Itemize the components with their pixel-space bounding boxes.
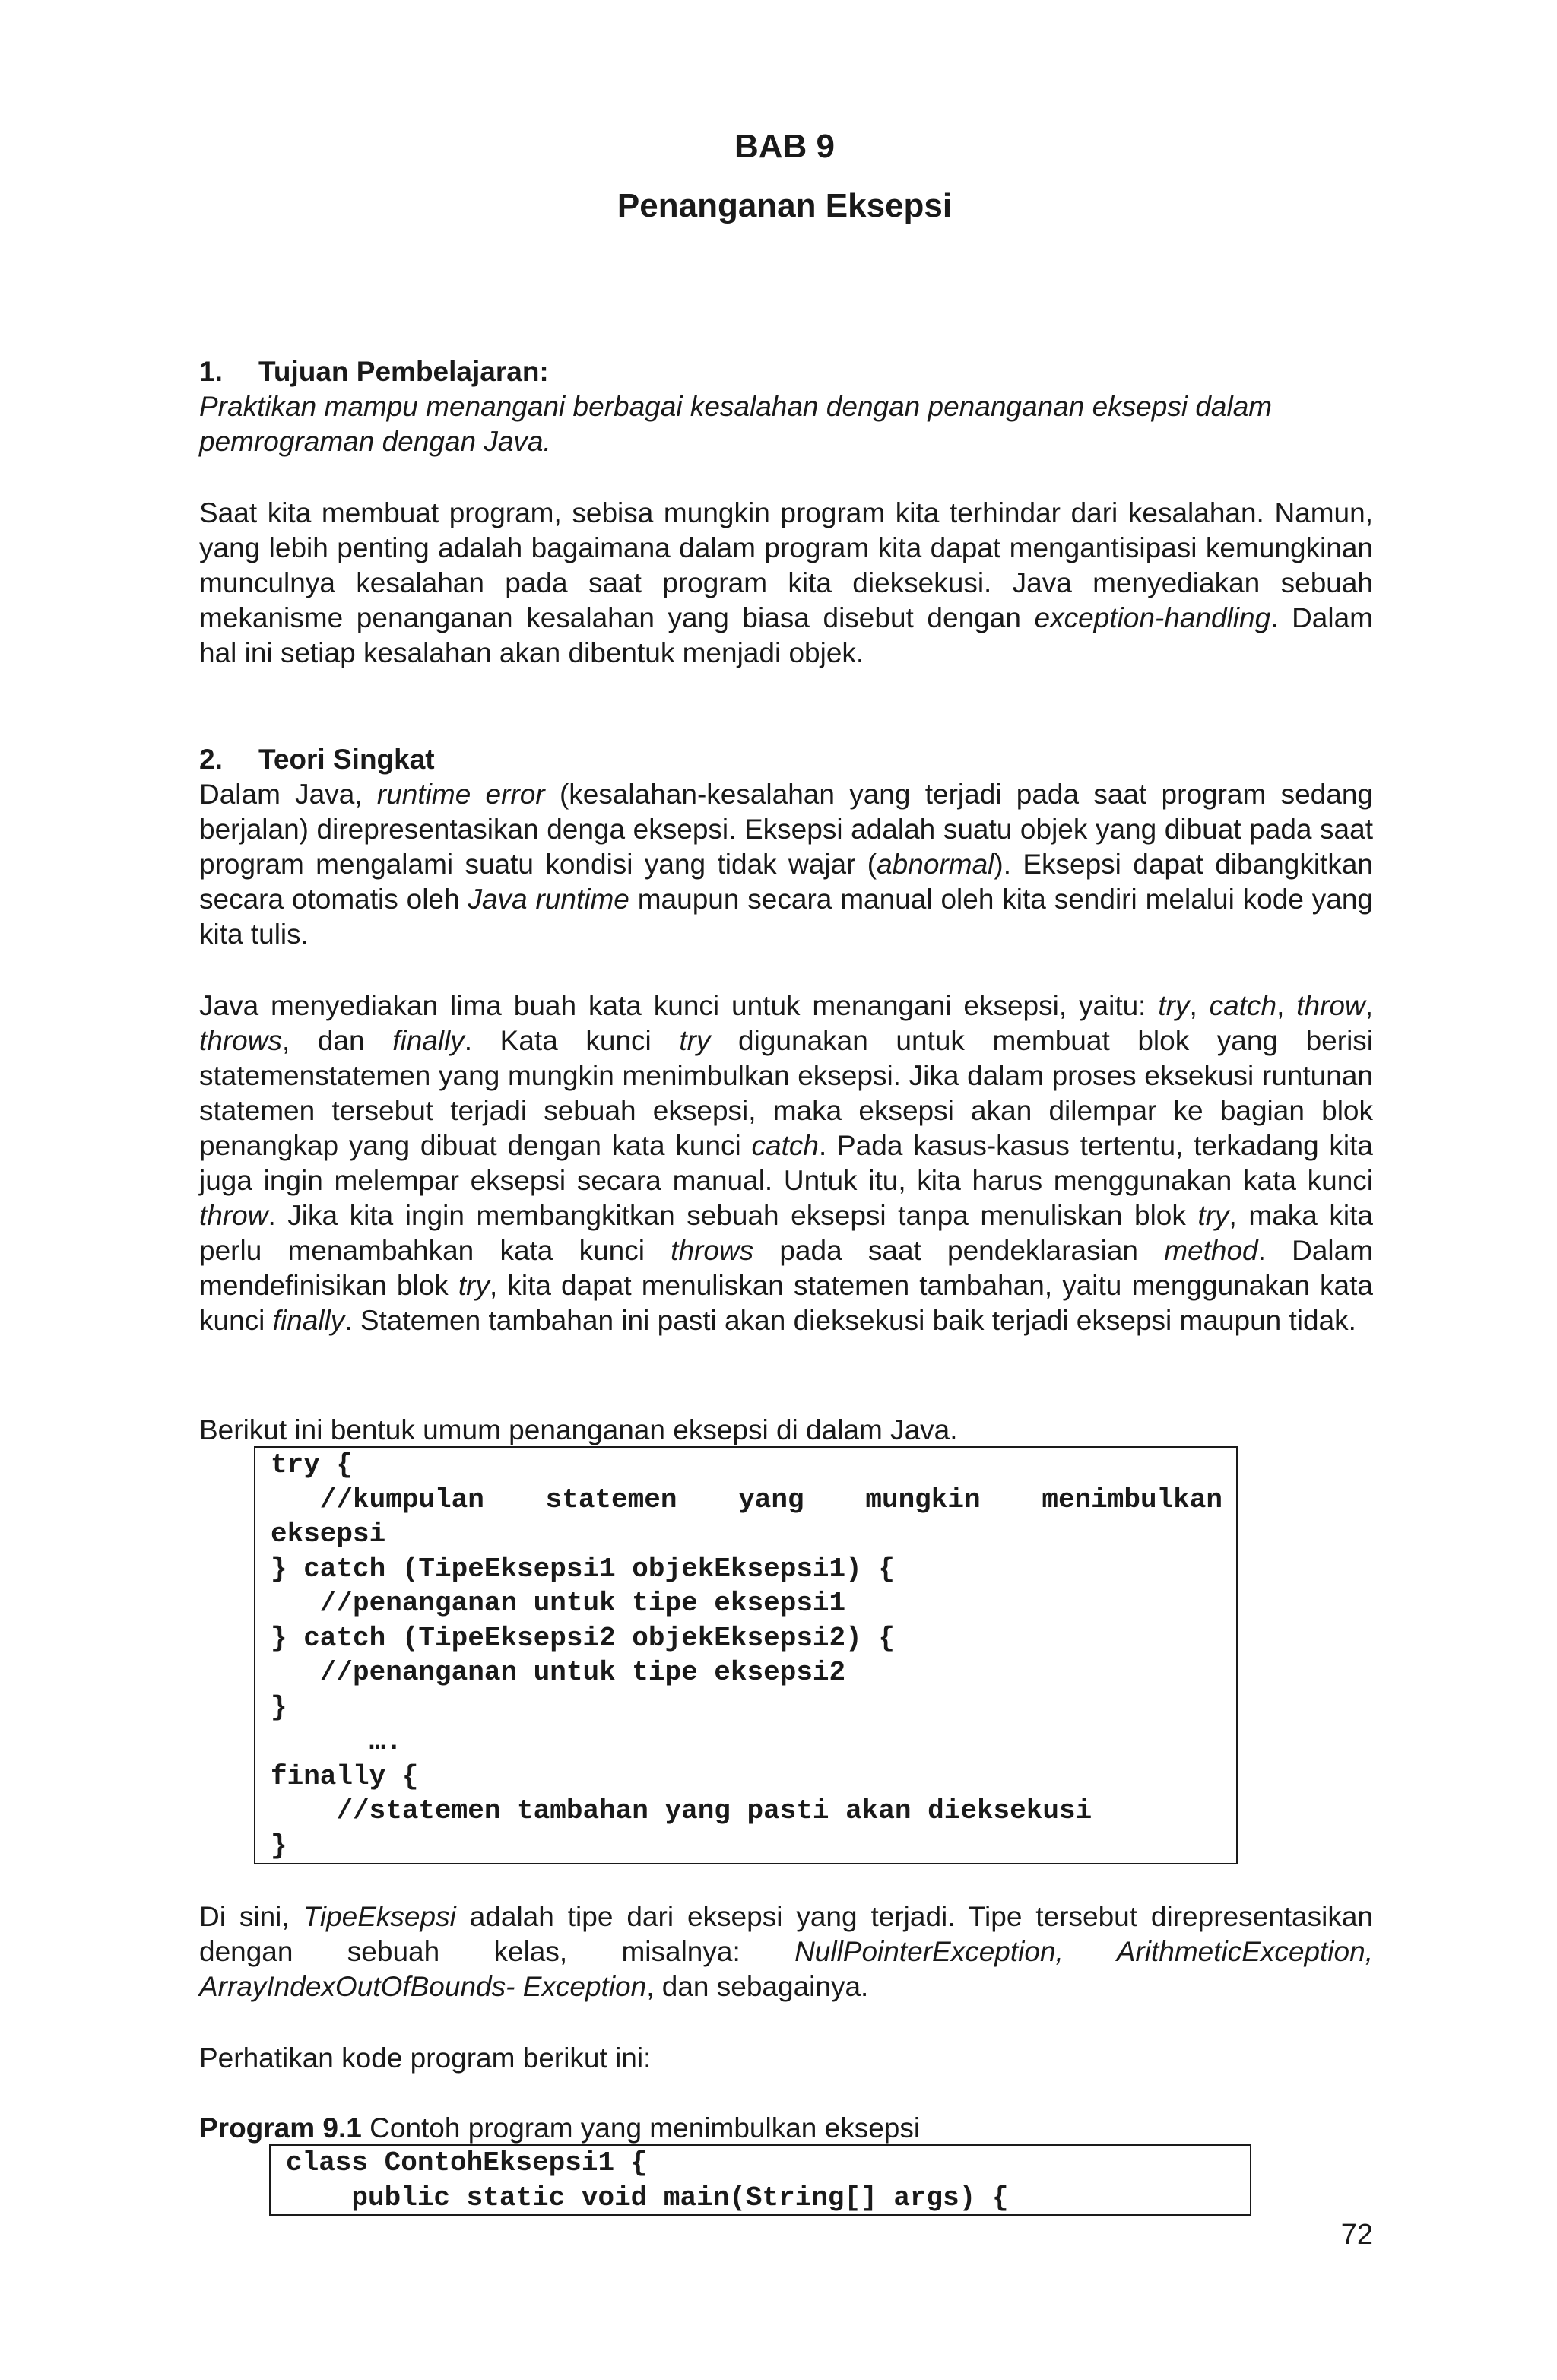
code-line: …. bbox=[271, 1726, 402, 1757]
keywords-text: . Jika kita ingin membangkitkan sebuah eksepsi tanpa menuliskan blok bbox=[268, 1200, 1198, 1231]
keywords-text: Java menyediakan lima buah kata kunci untuk menangani eksepsi, yaitu: bbox=[199, 990, 1159, 1021]
code-line: //statemen tambahan yang pasti akan dieksekusi bbox=[271, 1795, 1092, 1826]
code-block-program-9-1 bbox=[269, 2144, 1251, 2216]
program-caption-text: Contoh program yang menimbulkan eksepsi bbox=[361, 2112, 921, 2144]
keywords-text: , dan bbox=[281, 1025, 393, 1056]
learning-objective-text: Praktikan mampu menangani berbagai kesalahan dengan penanganan eksepsi dalam pemrograman dengan Java. bbox=[199, 391, 1273, 457]
code-line: } bbox=[271, 1691, 287, 1723]
keyword-term: throw bbox=[199, 1200, 268, 1231]
code-line: class ContohEksepsi1 { bbox=[286, 2147, 648, 2178]
explanation-text-3: , dan sebagainya. bbox=[646, 1971, 869, 2002]
theory-term-java-runtime: Java runtime bbox=[468, 884, 629, 915]
general-form-intro: Berikut ini bentuk umum penanganan eksepsi di dalam Java. bbox=[199, 1414, 958, 1445]
keyword-term: throws bbox=[671, 1235, 754, 1266]
keywords-text: , kita dapat menuliskan statemen tambahan, yaitu menggunakan kata kunci bbox=[199, 1270, 1373, 1336]
intro-term-exception-handling: exception-handling bbox=[1034, 602, 1271, 633]
code-line-wrapped bbox=[271, 1483, 1222, 1518]
explanation-paragraph bbox=[199, 1899, 1373, 2004]
theory-text-1: Dalam Java, bbox=[199, 779, 377, 810]
theory-term-runtime-error: runtime error bbox=[376, 779, 545, 810]
section-2-number: 2. bbox=[199, 744, 223, 775]
explanation-term-tipeeksepsi: TipeEksepsi bbox=[303, 1901, 456, 1932]
keywords-text: . Pada kasus-kasus tertentu, terkadang kita juga ingin melempar eksepsi secara manual. Untuk itu, kita harus menggunakan kata kunci bbox=[199, 1130, 1374, 1196]
intro-paragraph bbox=[199, 496, 1373, 671]
program-label: Program 9.1 bbox=[199, 2112, 362, 2144]
keywords-text: , bbox=[1365, 990, 1374, 1021]
chapter-number: BAB 9 bbox=[734, 128, 836, 165]
code-word: mungkin bbox=[865, 1484, 981, 1515]
keyword-term: catch bbox=[751, 1130, 819, 1161]
intro-text-2: . Dalam hal ini setiap kesalahan akan dibentuk menjadi objek. bbox=[199, 602, 1373, 668]
theory-term-abnormal: abnormal bbox=[877, 849, 994, 880]
code-word: statemen bbox=[545, 1484, 677, 1515]
keyword-term: try bbox=[458, 1270, 490, 1301]
code-line: finally { bbox=[271, 1760, 419, 1792]
theory-text-3: ). Eksepsi dapat dibangkitkan secara otomatis oleh bbox=[199, 849, 1373, 915]
keywords-text: , bbox=[1276, 990, 1297, 1021]
keywords-paragraph bbox=[199, 988, 1373, 1338]
keyword-term: finally bbox=[272, 1305, 345, 1336]
explanation-exception-classes: NullPointerException, ArithmeticException, ArrayIndexOutOfBounds- Exception bbox=[199, 1936, 1373, 2002]
section-2-heading bbox=[199, 742, 1373, 777]
keyword-term: try bbox=[1158, 990, 1190, 1021]
code-line: } bbox=[271, 1829, 287, 1861]
code-word: //kumpulan bbox=[271, 1484, 484, 1515]
keyword-term: catch bbox=[1209, 990, 1277, 1021]
chapter-title: Penanganan Eksepsi bbox=[617, 187, 953, 224]
keywords-text: . Statemen tambahan ini pasti akan dieksekusi baik terjadi eksepsi maupun tidak. bbox=[344, 1305, 1356, 1336]
keywords-text: digunakan untuk membuat blok yang berisi statemenstatemen yang mungkin menimbulkan eksepsi. Jika dalam proses eksekusi runtunan statemen tersebut terjadi sebuah eksepsi, maka eksepsi akan dilempar ke bagian blok penangkap yang dibuat dengan kata kunci bbox=[199, 1025, 1374, 1161]
code-word: menimbulkan bbox=[1042, 1484, 1222, 1515]
explanation-text-1: Di sini, bbox=[199, 1901, 303, 1932]
keywords-text: , maka kita perlu menambahkan kata kunci bbox=[199, 1200, 1373, 1266]
code-line: eksepsi bbox=[271, 1518, 386, 1550]
explanation-text-2: adalah tipe dari eksepsi yang terjadi. Tipe tersebut direpresentasikan dengan sebuah kelas, misalnya: bbox=[199, 1901, 1373, 1967]
code-line: } catch (TipeEksepsi2 objekEksepsi2) { bbox=[271, 1622, 895, 1654]
keyword-term: method bbox=[1164, 1235, 1258, 1266]
section-1 bbox=[199, 354, 1373, 459]
keyword-term: try bbox=[679, 1025, 711, 1056]
keyword-term: throw bbox=[1296, 990, 1365, 1021]
section-1-heading bbox=[199, 354, 1373, 389]
intro-text-1: Saat kita membuat program, sebisa mungkin program kita terhindar dari kesalahan. Namun, yang lebih penting adalah bagaimana dalam program kita dapat mengantisipasi kemungkinan munculnya kesalahan pada saat program kita dieksekusi. Java menyediakan sebuah mekanisme penanganan kesalahan yang biasa disebut dengan bbox=[199, 497, 1373, 633]
code-line: } catch (TipeEksepsi1 objekEksepsi1) { bbox=[271, 1553, 895, 1585]
keyword-term: finally bbox=[392, 1025, 465, 1056]
theory-text-4: maupun secara manual oleh kita sendiri melalui kode yang kita tulis. bbox=[199, 884, 1373, 950]
keywords-text: . Kata kunci bbox=[464, 1025, 680, 1056]
keywords-text: pada saat pendeklarasian bbox=[753, 1235, 1165, 1266]
code-line: public static void main(String[] args) { bbox=[286, 2182, 1009, 2213]
code-line: //penanganan untuk tipe eksepsi1 bbox=[271, 1588, 846, 1619]
keyword-term: throws bbox=[199, 1025, 282, 1056]
keywords-text: , bbox=[1189, 990, 1210, 1021]
theory-text-2: (kesalahan-kesalahan yang terjadi pada saat program sedang berjalan) direpresentasikan denga eksepsi. Eksepsi adalah suatu objek yang dibuat pada saat program mengalami suatu kondisi yang tidak wajar ( bbox=[199, 779, 1373, 880]
theory-paragraph bbox=[199, 777, 1373, 952]
section-2-title: Teori Singkat bbox=[258, 744, 435, 775]
keywords-text: . Dalam mendefinisikan blok bbox=[199, 1235, 1374, 1301]
note-paragraph: Perhatikan kode program berikut ini: bbox=[199, 2042, 652, 2074]
section-1-title: Tujuan Pembelajaran: bbox=[258, 356, 549, 387]
learning-objective bbox=[199, 389, 1373, 459]
keyword-term: try bbox=[1197, 1200, 1229, 1231]
code-line: //penanganan untuk tipe eksepsi2 bbox=[271, 1657, 846, 1688]
code-block-general-form bbox=[254, 1446, 1238, 1864]
page-number: 72 bbox=[1340, 2219, 1373, 2251]
section-1-number: 1. bbox=[199, 356, 223, 387]
program-caption bbox=[199, 2111, 1373, 2146]
code-line: try { bbox=[271, 1449, 354, 1480]
code-word: yang bbox=[738, 1484, 804, 1515]
